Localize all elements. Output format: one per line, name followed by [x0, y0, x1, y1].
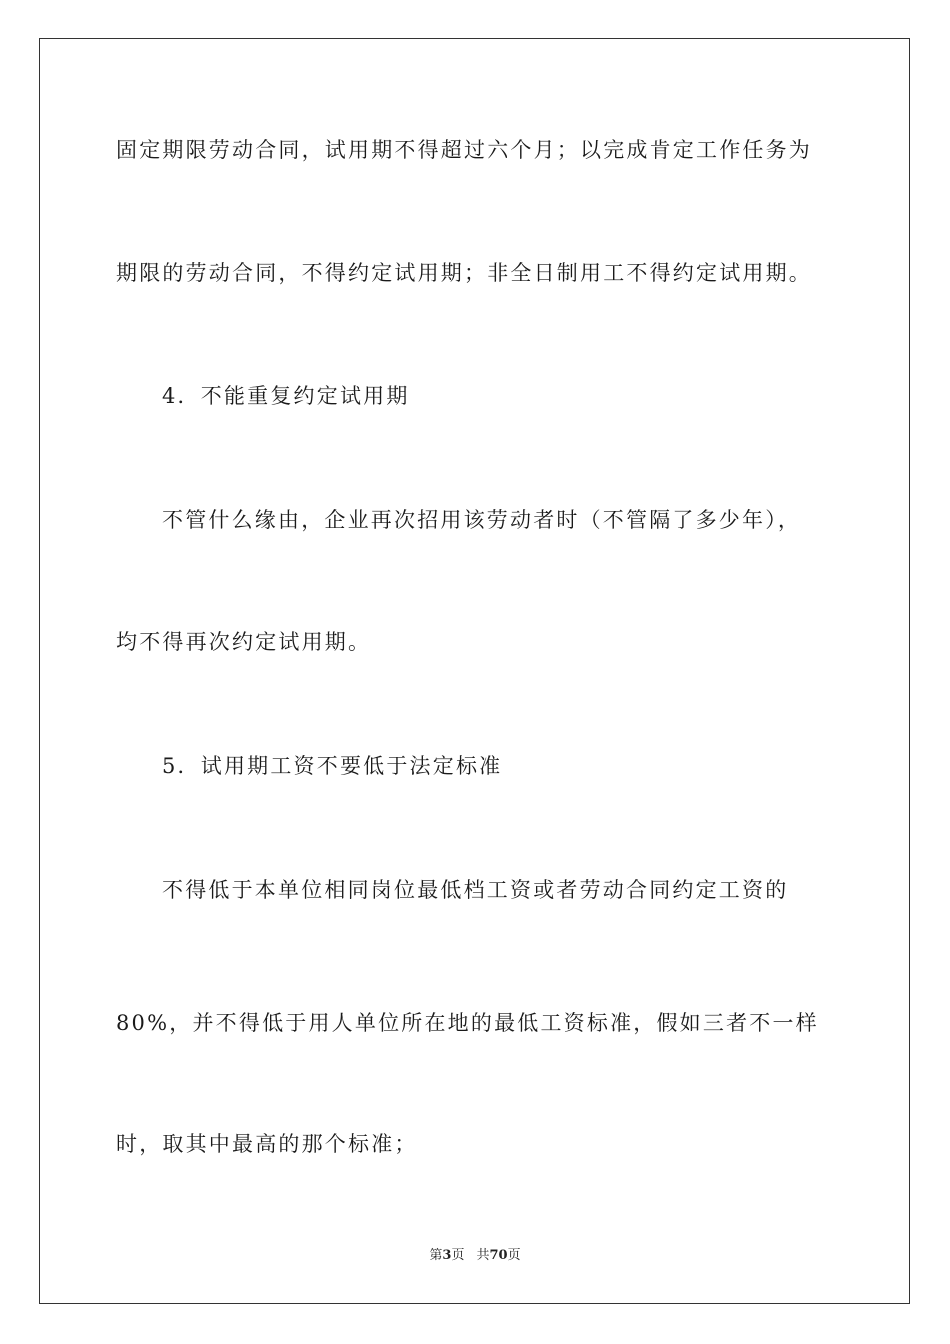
- body-line-7: 不得低于本单位相同岗位最低档工资或者劳动合同约定工资的: [162, 878, 789, 902]
- body-line-4: 不管什么缘由，企业再次招用该劳动者时（不管隔了多少年），: [162, 508, 802, 532]
- section-heading-5: 5．试用期工资不要低于法定标准: [162, 754, 503, 778]
- body-line-2: 期限的劳动合同，不得约定试用期；非全日制用工不得约定试用期。: [116, 261, 812, 285]
- body-line-5: 均不得再次约定试用期。: [116, 630, 372, 654]
- footer-page-suffix: 页: [451, 1248, 465, 1263]
- body-line-1: 固定期限劳动合同，试用期不得超过六个月；以完成肯定工作任务为: [116, 138, 812, 162]
- footer-page-number: 3: [442, 1248, 452, 1263]
- page-border: [39, 38, 910, 1304]
- body-line-8: 80%，并不得低于用人单位所在地的最低工资标准，假如三者不一样: [116, 1011, 819, 1035]
- footer-total-pages: 70: [489, 1248, 508, 1263]
- footer-total-suffix: 页: [507, 1248, 521, 1263]
- body-line-9: 时，取其中最高的那个标准；: [116, 1132, 418, 1156]
- footer-total-prefix: 共: [476, 1248, 490, 1263]
- section-heading-4: 4．不能重复约定试用期: [162, 384, 410, 408]
- footer-page-prefix: 第: [429, 1248, 443, 1263]
- page-footer: [0, 1247, 950, 1265]
